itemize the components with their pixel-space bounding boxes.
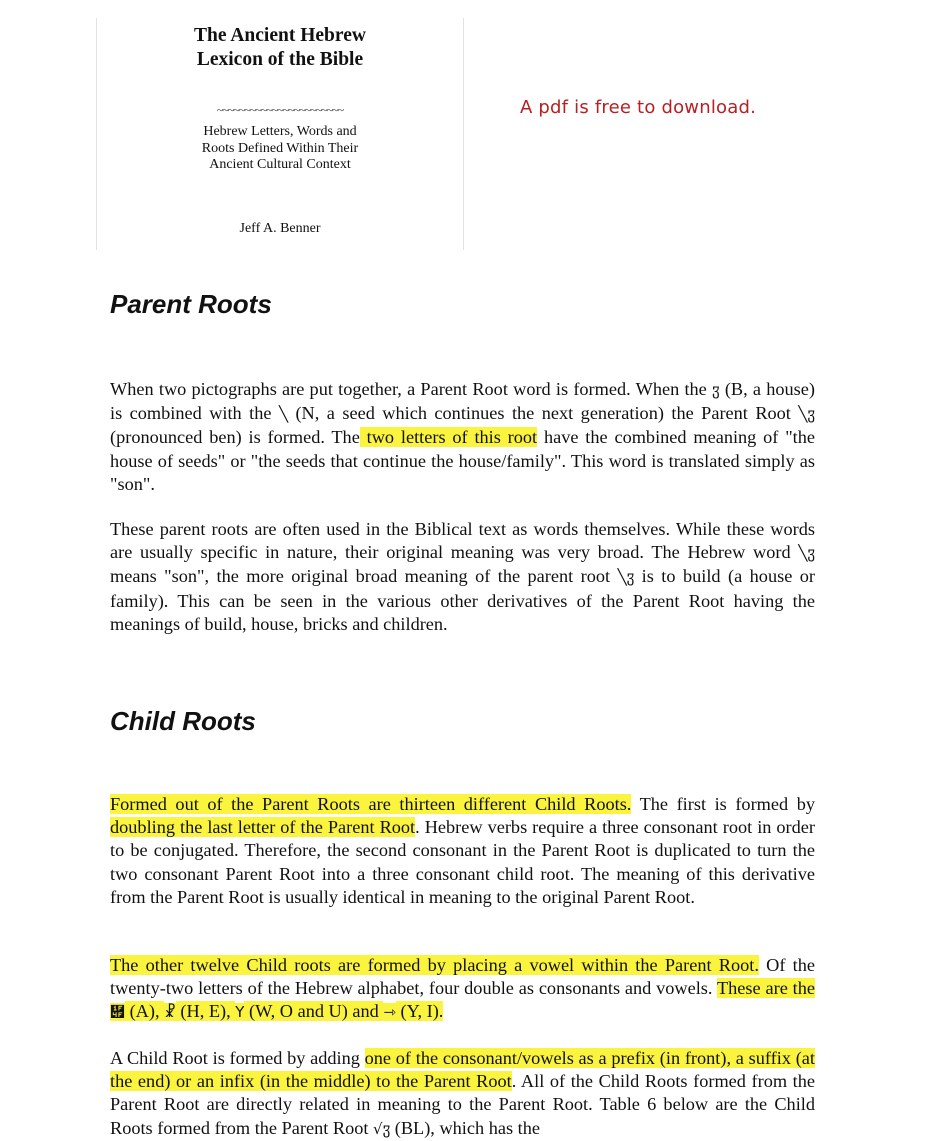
highlight: two letters of this root (359, 427, 538, 448)
text-run: is to build (a house or family). This can be seen in the various other derivatives of the Parent Root having the meanings of build, house, bricks and children. (110, 566, 815, 634)
pictograph-bn-icon: ╲ჳ (798, 405, 815, 424)
pictograph-w-icon: Y (235, 1003, 245, 1022)
highlight: Formed out of the Parent Roots are thirteen different Child Roots. (110, 794, 632, 814)
book-author: Jeff A. Benner (239, 221, 321, 236)
book-subtitle-line-1: Hebrew Letters, Words and (203, 124, 357, 139)
pictograph-bn-icon: ╲ჳ (798, 544, 815, 563)
child-roots-paragraph-1 (110, 793, 815, 909)
book-subtitle-line-2: Roots Defined Within Their (201, 140, 359, 156)
text-run: have the combined meaning of "the house of seeds" or "the seeds that continue the house/family". This word is translated simply as "son". (110, 427, 815, 494)
text-run: These parent roots are often used in the Biblical text as words themselves. While these words are usually specific in nature, their original meaning was very broad. The Hebrew word (110, 519, 815, 563)
parent-roots-paragraph-1 (110, 378, 815, 496)
text-run: When two pictographs are put together, a Parent Root word is formed. When the (110, 379, 712, 399)
pictograph-n-icon: ╲ (278, 405, 288, 424)
pictograph-b-icon: ჳ (712, 381, 720, 399)
cover-divider: ~~~~~~~~~~~~~~~~~~~~~~~ (216, 103, 344, 117)
highlight: doubling the last letter of the Parent Root (110, 817, 416, 838)
pictograph-h-icon: ☧ (164, 1003, 176, 1022)
text-run: (BL), which has the (390, 1117, 540, 1138)
child-roots-paragraph-3 (110, 1047, 815, 1141)
child-roots-paragraph-2 (110, 954, 815, 1025)
highlight: (W, O and U) and (244, 1001, 384, 1022)
text-run: (N, a seed which continues the next generation) the Parent Root (288, 403, 799, 424)
child-roots-heading: Child Roots (110, 706, 256, 736)
book-title-line-1: The Ancient Hebrew (194, 25, 366, 46)
highlight: (A), (125, 1001, 165, 1022)
text-run: (pronounced ben) is formed. The (110, 427, 360, 448)
pictograph-bn-icon: ╲ჳ (617, 568, 635, 587)
parent-roots-heading: Parent Roots (110, 289, 272, 319)
pictograph-a-icon: ὏ (110, 1003, 125, 1022)
book-subtitle-line-3: Ancient Cultural Context (209, 157, 351, 172)
parent-roots-paragraph-2 (110, 518, 815, 636)
text-run: A Child Root is formed by adding (110, 1048, 365, 1068)
pictograph-y-icon: ⇾ (383, 1003, 396, 1022)
book-title-line-2: Lexicon of the Bible (196, 49, 364, 70)
pictograph-bl-icon: √ჳ (373, 1119, 391, 1138)
text-run: . Hebrew verbs require a three consonant root in order to be conjugated. Therefore, the second consonant in the Parent Root is duplicated to turn the two consonant Parent Root into a three consonant child root. The meaning of this derivative from the Parent Root is usually identical in meaning to the original Parent Root. (110, 817, 815, 907)
text-run: means "son", the more original broad meaning of the parent root (110, 566, 618, 587)
text-run: . All of the Child Roots formed from the Parent Root are directly related in meaning to the Parent Root. Table 6 below are the Child Roots formed from the Parent Root (110, 1071, 815, 1138)
text-run: The first is formed by (631, 794, 815, 814)
text-run: (B, a house) is combined with the (110, 379, 815, 424)
text-run: Of the twenty-two letters of the Hebrew alphabet, four double as consonants and vowels. (110, 955, 815, 999)
free-download-note: A pdf is free to download. (520, 97, 757, 118)
book-title (97, 24, 463, 72)
highlight: These are the (717, 978, 815, 999)
highlight: The other twelve Child roots are formed by placing a vowel within the Parent Root. (110, 955, 759, 975)
highlight: (H, E), (175, 1001, 236, 1022)
highlight: one of the consonant/vowels as a prefix (in front), a suffix (at the end) or an infix (in the middle) to the Parent Root (110, 1048, 815, 1092)
highlight: (Y, I). (395, 1001, 444, 1022)
book-cover-thumbnail (96, 18, 464, 250)
book-subtitle (97, 124, 463, 174)
